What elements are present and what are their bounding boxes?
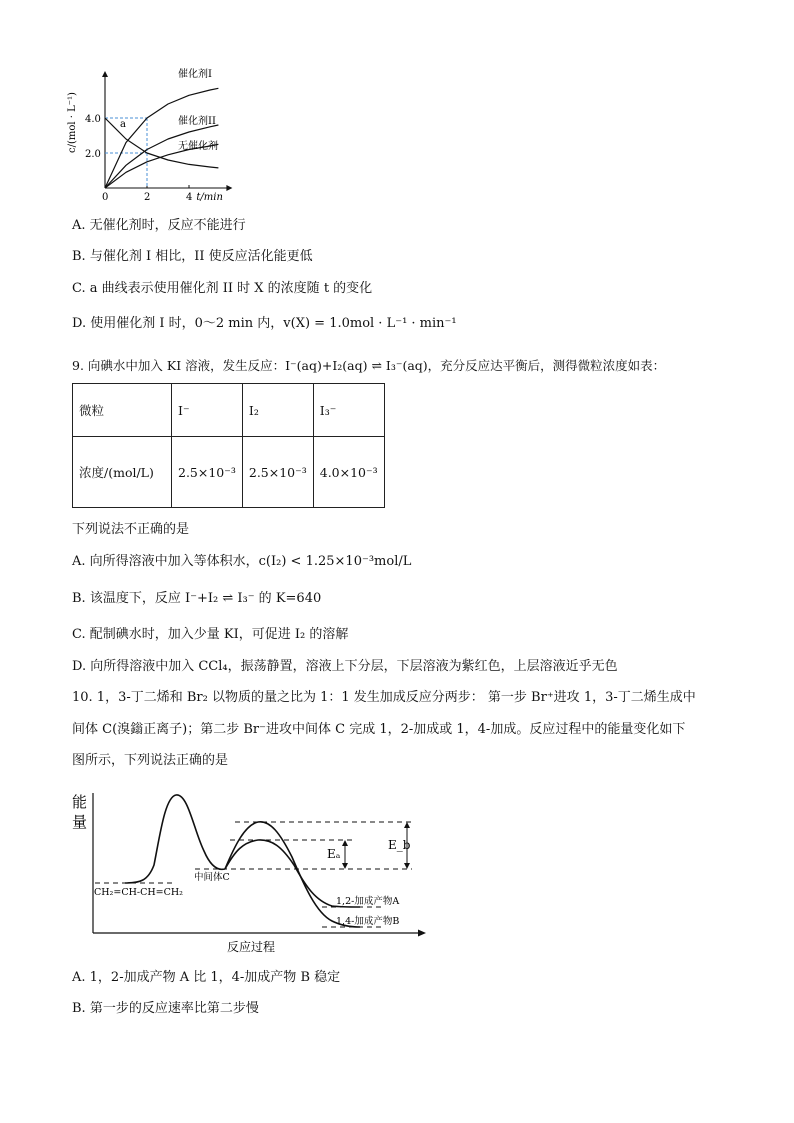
q8-option-d: D. 使用催化剂 I 时，0～2 min 内，v(X) = 1.0mol · L⁻¹ · min⁻¹ [72,316,457,331]
q9-option-c: C. 配制碘水时，加入少量 KI，可促进 I₂ 的溶解 [72,627,349,642]
q9-option-d: D. 向所得溶液中加入 CCl₄，振荡静置，溶液上下分层，下层溶液为紫红色，上层溶液近乎无色 [72,659,618,674]
q10-option-a: A. 1，2-加成产物 A 比 1，4-加成产物 B 稳定 [72,970,341,985]
energy-curve-path-b [225,822,360,927]
y-axis-label-top: 能 [72,793,88,811]
ea-arrow-head-up [342,840,348,846]
table-cell: 2.5×10⁻³ [172,437,243,508]
chart-guide-lines [105,118,147,188]
x-axis-label: 反应过程 [227,940,276,954]
q10-option-b: B. 第一步的反应速率比第二步慢 [72,1001,259,1016]
y-axis-label: c/(mol · L⁻¹) [67,92,78,153]
x-tick-label: 0 [102,192,109,203]
reactant-label: CH₂=CH-CH=CH₂ [94,887,183,898]
q10-stem-line-3: 图所示，下列说法正确的是 [72,753,229,768]
table-row-label: 浓度/(mol/L) [73,437,172,508]
y-tick-label: 4.0 [85,114,101,125]
eb-label: E_b [388,838,411,852]
table-cell: 2.5×10⁻³ [242,437,313,508]
ea-label: Eₐ [327,847,341,861]
table-row [73,437,385,508]
q8-option-c: C. a 曲线表示使用催化剂 II 时 X 的浓度随 t 的变化 [72,281,373,296]
x-tick-label: 2 [144,192,151,203]
y-axis-arrow [102,71,108,77]
ea-arrow-head-down [342,863,348,869]
q9-stem: 9. 向碘水中加入 KI 溶液，发生反应：I⁻(aq)+I₂(aq) ⇌ I₃⁻(aq)，充分反应达平衡后，测得微粒浓度如表： [72,358,666,373]
x-tick-label: 4 [186,192,193,203]
q10-stem-line-2: 间体 C(溴鎓正离子)；第二步 Br⁻进攻中间体 C 完成 1，2-加成或 1，4-加成。反应过程中的能量变化如下 [72,722,686,737]
intermediate-label: 中间体C [194,872,230,883]
series-label: 催化剂I [178,69,212,80]
table-cell: 4.0×10⁻³ [313,437,384,508]
energy-profile-diagram [70,785,440,960]
product-b-label: 1,4-加成产物B [336,916,400,927]
y-tick-label: 2.0 [85,149,101,160]
q10-stem-line-1: 10. 1，3-丁二烯和 Br₂ 以物质的量之比为 1：1 发生加成反应分两步： 第一步 Br⁺进攻 1，3-丁二烯生成中 [72,690,696,705]
series-label: 无催化剂 [178,141,218,152]
table-header-cell: I₂ [242,384,313,437]
q8-option-a: A. 无催化剂时，反应不能进行 [72,218,246,233]
chart-labels [67,67,223,203]
q8-option-b: B. 与催化剂 I 相比，II 使反应活化能更低 [72,249,313,264]
q9-option-a: A. 向所得溶液中加入等体积水，c(I₂) < 1.25×10⁻³mol/L [72,554,412,569]
series-line-催化剂I [105,88,218,188]
y-axis-label-bottom: 量 [72,813,88,831]
q9-ask: 下列说法不正确的是 [72,522,190,537]
concentration-table [72,383,385,508]
eb-arrow-head-up [404,822,410,828]
energy-curve-step1 [125,795,225,883]
x-axis-label: t/min [196,192,223,203]
chart-series [105,88,218,188]
x-axis-arrow [418,930,426,937]
table-header-cell: 微粒 [73,384,172,437]
table-header-cell: I⁻ [172,384,243,437]
series-label: 催化剂II [178,116,216,127]
x-axis-arrow [226,185,232,191]
point-label-a: a [120,118,126,130]
eb-arrow-head-down [404,863,410,869]
q9-option-b: B. 该温度下，反应 I⁻+I₂ ⇌ I₃⁻ 的 K=640 [72,591,322,606]
concentration-time-chart [60,55,260,205]
table-header-cell: I₃⁻ [313,384,384,437]
product-a-label: 1,2-加成产物A [336,896,400,907]
table-header-row [73,384,385,437]
